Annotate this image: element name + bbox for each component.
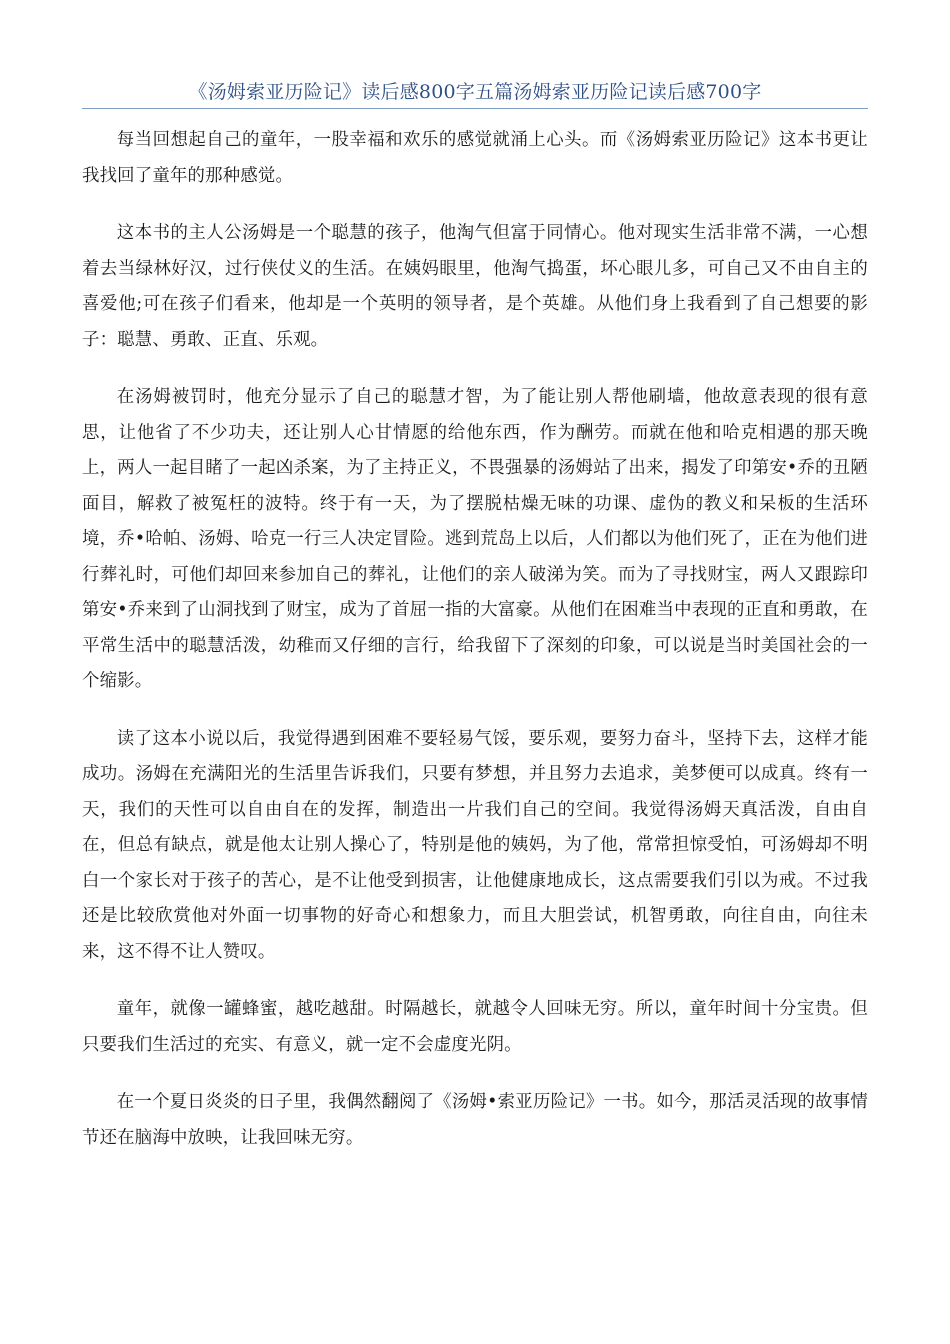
document-body bbox=[82, 123, 868, 1178]
paragraph-3: 在汤姆被罚时，他充分显示了自己的聪慧才智，为了能让别人帮他刷墙，他故意表现的很有意思，让他省了不少功夫，还让别人心甘情愿的给他东西，作为酬劳。而就在他和哈克相遇的那天晚上，两人一起目睹了一起凶杀案，为了主持正义，不畏强暴的汤姆站了出来，揭发了印第安•乔的丑陋面目，解救了被冤枉的波特。终于有一天，为了摆脱枯燥无味的功课、虚伪的教义和呆板的生活环境，乔•哈帕、汤姆、哈克一行三人决定冒险。逃到荒岛上以后，人们都以为他们死了，正在为他们进行葬礼时，可他们却回来参加自己的葬礼，让他们的亲人破涕为笑。而为了寻找财宝，两人又跟踪印第安•乔来到了山洞找到了财宝，成为了首屈一指的大富豪。从他们在困难当中表现的正直和勇敢，在平常生活中的聪慧活泼，幼稚而又仔细的言行，给我留下了深刻的印象，可以说是当时美国社会的一个缩影。 bbox=[82, 387, 868, 691]
paragraph-4: 读了这本小说以后，我觉得遇到困难不要轻易气馁，要乐观，要努力奋斗，坚持下去，这样才能成功。汤姆在充满阳光的生活里告诉我们，只要有梦想，并且努力去追求，美梦便可以成真。终有一天，我们的天性可以自由自在的发挥，制造出一片我们自己的空间。我觉得汤姆天真活泼，自由自在，但总有缺点，就是他太让别人操心了，特别是他的姨妈，为了他，常常担惊受怕，可汤姆却不明白一个家长对于孩子的苦心，是不让他受到损害，让他健康地成长，这点需要我们引以为戒。不过我还是比较欣赏他对外面一切事物的好奇心和想象力，而且大胆尝试，机智勇敢，向往自由，向往未来，这不得不让人赞叹。 bbox=[82, 728, 868, 962]
document-title: 《汤姆索亚历险记》读后感800字五篇汤姆索亚历险记读后感700字 bbox=[188, 81, 762, 103]
paragraph-5: 童年，就像一罐蜂蜜，越吃越甜。时隔越长，就越令人回味无穷。所以，童年时间十分宝贵。但只要我们生活过的充实、有意义，就一定不会虚度光阴。 bbox=[82, 999, 868, 1055]
page-header bbox=[82, 78, 868, 109]
paragraph-1: 每当回想起自己的童年，一股幸福和欢乐的感觉就涌上心头。而《汤姆索亚历险记》这本书更让我找回了童年的那种感觉。 bbox=[82, 130, 868, 186]
paragraph-6: 在一个夏日炎炎的日子里，我偶然翻阅了《汤姆•索亚历险记》一书。如今，那活灵活现的故事情节还在脑海中放映，让我回味无穷。 bbox=[82, 1092, 868, 1148]
paragraph-2: 这本书的主人公汤姆是一个聪慧的孩子，他淘气但富于同情心。他对现实生活非常不满，一心想着去当绿林好汉，过行侠仗义的生活。在姨妈眼里，他淘气捣蛋，坏心眼儿多，可自己又不由自主的喜爱他;可在孩子们看来，他却是一个英明的领导者，是个英雄。从他们身上我看到了自己想要的影子：聪慧、勇敢、正直、乐观。 bbox=[82, 223, 868, 350]
